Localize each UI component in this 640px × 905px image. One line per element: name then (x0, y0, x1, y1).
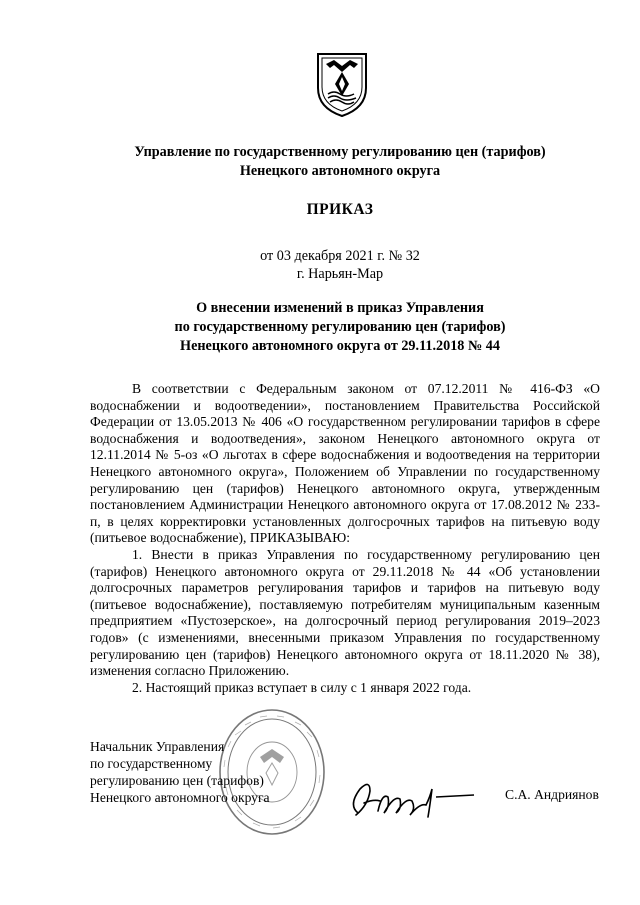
subject-line-2: по государственному регулированию цен (тарифов) (174, 319, 506, 335)
organization-name (70, 143, 610, 181)
document-meta (70, 247, 610, 283)
org-line-2: Ненецкого автономного округа (239, 163, 441, 179)
subject-line-1: О внесении изменений в приказ Управления (196, 300, 484, 316)
position-line-3: регулированию цен (тарифов) (90, 773, 264, 788)
document-body (90, 381, 600, 696)
document-type: ПРИКАЗ (306, 201, 374, 218)
order-item-1: 1. Внести в приказ Управления по государственному регулированию цен (тарифов) Ненецкого автономного округа от 29.11.2018 № 44 «Об установлении долгосрочных параметров регулирования тарифов и тарифов на питьевую воду (питьевое водоснабжение), поставляемую потребителям муниципальным казенным предприятием «Пустозерское», на долгосрочный период регулирования 2019–2023 годов» (с изменениями, внесенными приказом Управления по государственному регулированию цен (тарифов) Ненецкого автономного округа от 18.11.2020 № 38), изменения согласно Приложению. (90, 546, 600, 679)
position-line-1: Начальник Управления (90, 739, 225, 754)
org-line-1: Управление по государственному регулированию цен (тарифов) (134, 144, 546, 160)
position-line-4: Ненецкого автономного округа (90, 790, 270, 805)
document-subject (70, 299, 610, 356)
place: г. Нарьян-Мар (296, 266, 384, 282)
subject-line-3: Ненецкого автономного округа от 29.11.2018 № 44 (180, 338, 500, 354)
handwritten-signature (340, 775, 480, 825)
order-item-2: 2. Настоящий приказ вступает в силу с 1 января 2022 года. (132, 679, 472, 695)
signatory-position (90, 738, 270, 806)
preamble-paragraph: В соответствии с Федеральным законом от 07.12.2011 № 416-ФЗ «О водоснабжении и водоотведении», постановлением Правительства Российской Федерации от 13.05.2013 № 406 «О государственном регулировании тарифов в сфере водоснабжения и водоотведения», законом Ненецкого автономного округа от 12.11.2014 № 5-оз «О льготах в сфере водоснабжения и водоотведения на территории Ненецкого автономного округа», Положением об Управлении по государственному регулированию цен (тарифов) Ненецкого автономного округа, утвержденным постановлением Администрации Ненецкого автономного округа от 17.08.2012 № 233-п, в целях корректировки установленных долгосрочных тарифов на питьевую воду (питьевое водоснабжение), ПРИКАЗЫВАЮ: (90, 381, 600, 546)
position-line-2: по государственному (90, 756, 213, 771)
date-number: от 03 декабря 2021 г. № 32 (260, 248, 420, 264)
signatory-name: С.А. Андриянов (505, 787, 599, 802)
coat-of-arms-icon (314, 50, 370, 118)
